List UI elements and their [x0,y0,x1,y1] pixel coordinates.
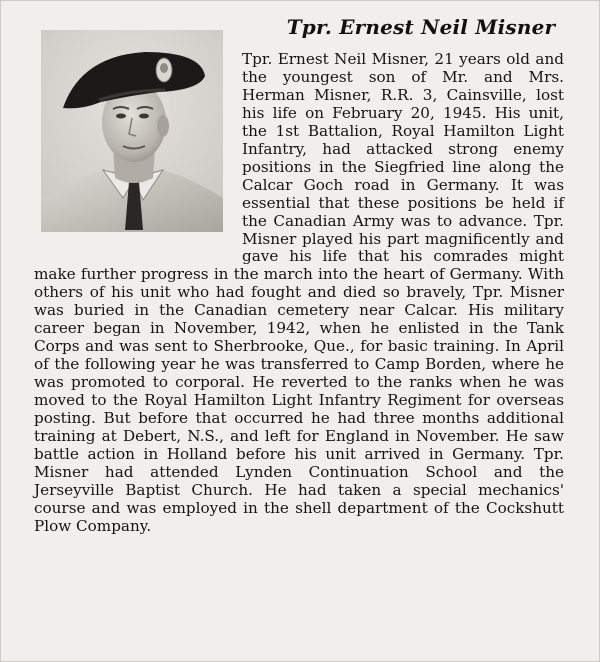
portrait-wrap-space [34,51,242,264]
article-body-text: Tpr. Ernest Neil Misner, 21 years old and the youngest son of Mr. and Mrs. Herman Misner, R.R. 3, Cainsville, lost his life on February 20, 1945. His unit, the 1st Battalion, Royal Hamilton Light Infantry, had attacked strong enemy positions in the Siegfried line along the Calcar Goch road in Germany. It was essential that these positions be held if the Canadian Army was to advance. Tpr. Misner played his part magnificently and gave his life that his comrades might make further progress in the march into the heart of Germany. With others of his unit who had fought and died so bravely, Tpr. Misner was buried in the Canadian cemetery near Calcar. His military career began in November, 1942, when he enlisted in the Tank Corps and was sent to Sherbrooke, Que., for basic training. In April of the following year he was transferred to Camp Borden, where he was promoted to corporal. He reverted to the ranks when he was moved to the Royal Hamilton Light Infantry Regiment for overseas posting. But before that occurred he had three months additional training at Debert, N.S., and left for England in November. He saw battle action in Holland before his unit arrived in Germany. Tpr. Misner had attended Lynden Continuation School and the Jerseyville Baptist Church. He had taken a special mechanics' course and was employed in the shell department of the Cockshutt Plow Company. [34,50,564,535]
article-body [34,51,564,536]
page-title: Tpr. Ernest Neil Misner [286,15,556,39]
